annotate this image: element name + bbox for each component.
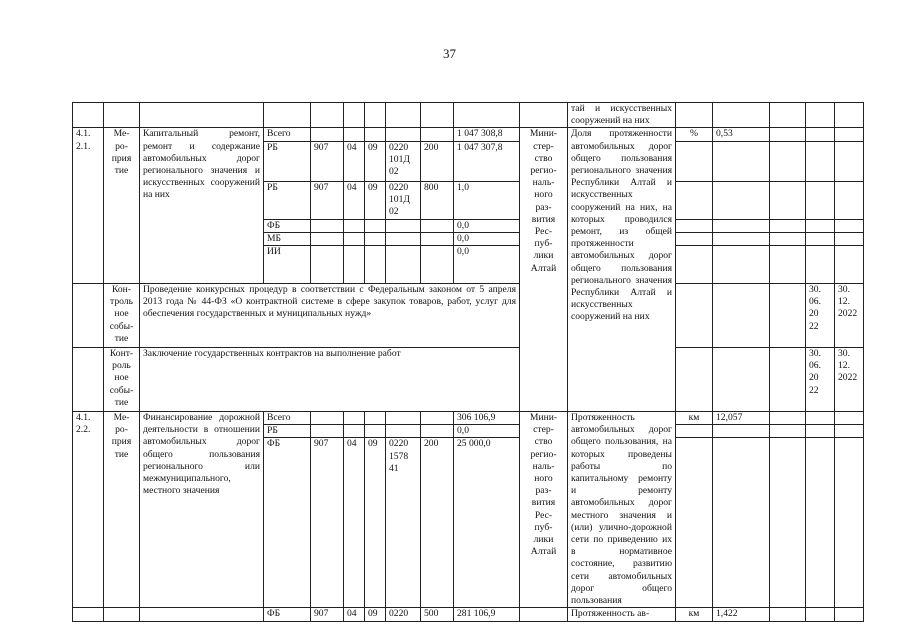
indicator-cell: Протяженность ав- xyxy=(568,608,676,622)
pr-code: 09 xyxy=(365,608,386,622)
page-number: 37 xyxy=(443,46,456,61)
unit-cell: % xyxy=(676,128,713,141)
vr-code: 200 xyxy=(421,438,454,608)
item-name: Капитальный ремонт, ремонт и содержание автомобильных дорог регионального значения и искусственных сооружений на них xyxy=(140,128,264,284)
unit-cell: км xyxy=(676,608,713,622)
program-table xyxy=(72,102,864,622)
control-event-text: Заключение государственных контрактов на выполнение работ xyxy=(140,348,520,412)
fin-source: ИИ xyxy=(264,246,311,284)
fin-amount: 0,0 xyxy=(454,232,520,245)
vr-code: 500 xyxy=(421,608,454,622)
indicator-cell: Протяженность автомобильных дорог общего пользования, на которых проведены работы по капитальному ремонту и ремонту автомобильных дорог местного значения и (или) улично-дорожной сети по приведению их в нормативное состояние, развитию сети автомобильных дорог общего пользования xyxy=(568,412,676,608)
table-row xyxy=(73,348,864,412)
rz-code: 04 xyxy=(344,141,365,181)
value-cell: 0,53 xyxy=(713,128,770,141)
grbs-code xyxy=(311,128,344,141)
fin-source: ФБ xyxy=(264,438,311,608)
fin-amount: 1 047 308,8 xyxy=(454,128,520,141)
csr-code xyxy=(386,128,421,141)
fin-amount: 281 106,9 xyxy=(454,608,520,622)
rz-code: 04 xyxy=(344,438,365,608)
control-event-text: Проведение конкурсных процедур в соответствии с Федеральным законом от 5 апреля 2013 года № 44-ФЗ «О контрактной системе в сфере закупок товаров, работ, услуг для обеспечения государственных и муниципальных нужд» xyxy=(140,284,520,348)
value-cell: 1,422 xyxy=(713,608,770,622)
fin-source: Всего xyxy=(264,412,311,425)
pr-code xyxy=(365,128,386,141)
vr-code: 800 xyxy=(421,181,454,219)
date-start: 30. 06. 20 22 xyxy=(806,348,835,412)
grbs-code: 907 xyxy=(311,141,344,181)
grbs-code: 907 xyxy=(311,608,344,622)
fin-source: ФБ xyxy=(264,219,311,232)
fin-source: РБ xyxy=(264,141,311,181)
date-end: 30. 12. 2022 xyxy=(835,348,864,412)
table-row xyxy=(73,412,864,425)
csr-code: 0220 101Д 02 xyxy=(386,141,421,181)
pr-code: 09 xyxy=(365,438,386,608)
csr-code: 0220 1578 41 xyxy=(386,438,421,608)
item-type: Ме- ро- прия тие xyxy=(104,128,140,284)
indicator-cell: Доля протяженности автомобильных дорог общего пользования регионального значения Республики Алтай и искусственных сооружений на них, на которых проводился ремонт, из общей протяженности автомобильных дорог общего пользования регионального значения Республики Алтай и искусственных сооружений на них xyxy=(568,128,676,412)
fin-amount: 0,0 xyxy=(454,219,520,232)
fin-amount: 1,0 xyxy=(454,181,520,219)
item-number: 4.1. 2.2. xyxy=(73,412,104,608)
fin-amount: 0,0 xyxy=(454,246,520,284)
rz-code: 04 xyxy=(344,608,365,622)
item-type: Кон- троль ное собы- тие xyxy=(104,284,140,348)
fin-source: РБ xyxy=(264,425,311,438)
date-start: 30. 06. 20 22 xyxy=(806,284,835,348)
date-end: 30. 12. 2022 xyxy=(835,284,864,348)
fin-amount: 0,0 xyxy=(454,425,520,438)
value-cell: 12,057 xyxy=(713,412,770,425)
indicator-cell: тай и искусственных сооружений на них xyxy=(568,103,676,128)
item-type: Ме- ро- прия тие xyxy=(104,412,140,608)
fin-amount: 25 000,0 xyxy=(454,438,520,608)
csr-code: 0220 101Д 02 xyxy=(386,181,421,219)
unit-cell: км xyxy=(676,412,713,425)
csr-code: 0220 xyxy=(386,608,421,622)
table-row xyxy=(73,284,864,348)
item-type: Конт- роль ное собы- тие xyxy=(104,348,140,412)
table-row xyxy=(73,103,864,128)
grbs-code: 907 xyxy=(311,181,344,219)
responsible: Мини- стер- ство регио- наль- ного раз- вития Рес- пуб- лики Алтай xyxy=(520,412,568,608)
responsible: Мини- стер- ство регио- наль- ного раз- вития Рес- пуб- лики Алтай xyxy=(520,128,568,412)
table-row xyxy=(73,128,864,141)
pr-code: 09 xyxy=(365,181,386,219)
rz-code: 04 xyxy=(344,181,365,219)
program-table-container xyxy=(72,102,856,627)
fin-source: ФБ xyxy=(264,608,311,622)
fin-source: РБ xyxy=(264,181,311,219)
fin-amount: 306 106,9 xyxy=(454,412,520,425)
pr-code: 09 xyxy=(365,141,386,181)
table-row xyxy=(73,608,864,622)
fin-amount: 1 047 307,8 xyxy=(454,141,520,181)
vr-code xyxy=(421,128,454,141)
grbs-code: 907 xyxy=(311,438,344,608)
vr-code: 200 xyxy=(421,141,454,181)
fin-source: МБ xyxy=(264,232,311,245)
item-name: Финансирование дорожной деятельности в отношении автомобильных дорог общего пользования регионального или межмуниципального, местного значения xyxy=(140,412,264,608)
rz-code xyxy=(344,128,365,141)
item-number: 4.1. 2.1. xyxy=(73,128,104,284)
fin-source: Всего xyxy=(264,128,311,141)
